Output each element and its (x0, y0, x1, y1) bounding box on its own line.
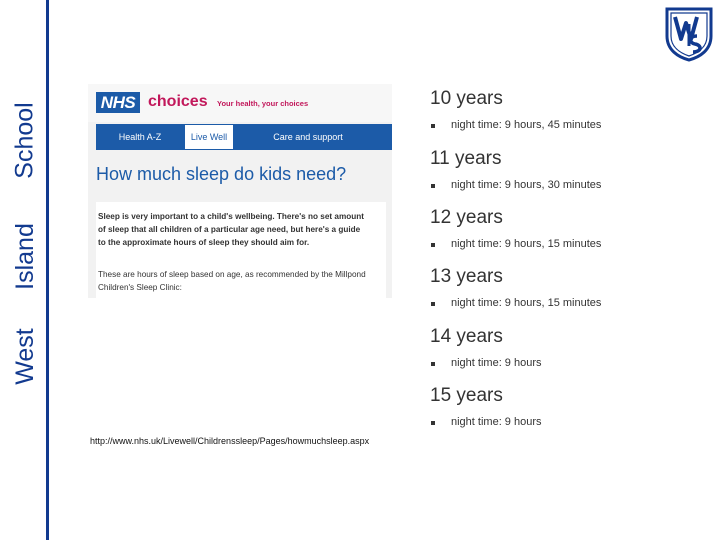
nhs-content (96, 202, 386, 298)
bullet-icon (431, 362, 435, 366)
nhs-intro-text: Sleep is very important to a child's wellbeing. There's no set amount of sleep that all children of a particular age need, but here's a guide to the approximate hours of sleep they should aim for. (98, 212, 364, 247)
age-heading: 10 years (430, 88, 503, 109)
bullet-icon (431, 421, 435, 425)
nav-care-and-support[interactable]: Care and support (273, 132, 343, 142)
nhs-page-title: How much sleep do kids need? (96, 164, 347, 184)
nhs-choices-wordmark: choices (148, 93, 208, 110)
bullet-icon (431, 124, 435, 128)
bullet-icon (431, 243, 435, 247)
age-heading: 15 years (430, 385, 503, 406)
nhs-tagline: Your health, your choices (217, 99, 309, 108)
sleep-detail: night time: 9 hours (451, 416, 542, 428)
sleep-detail: night time: 9 hours, 15 minutes (451, 297, 602, 309)
nhs-logo: NHS (96, 92, 140, 113)
source-url[interactable]: http://www.nhs.uk/Livewell/Childrenssleep/Pages/howmuchsleep.aspx (90, 436, 370, 446)
nav-live-well[interactable]: Live Well (184, 124, 234, 150)
sleep-detail: night time: 9 hours, 15 minutes (451, 238, 602, 250)
sidebar-word-west-text: West (10, 327, 39, 385)
sleep-detail: night time: 9 hours, 45 minutes (451, 119, 602, 131)
age-heading: 11 years (430, 148, 502, 169)
age-heading: 14 years (430, 326, 503, 347)
sidebar-word-school (10, 80, 40, 200)
age-heading: 12 years (430, 207, 503, 228)
west-island-school-crest-icon (664, 6, 714, 62)
sleep-detail: night time: 9 hours (451, 357, 542, 369)
age-heading: 13 years (430, 266, 503, 287)
sleep-detail: night time: 9 hours, 30 minutes (451, 179, 602, 191)
sidebar-word-school-text: School (10, 101, 39, 179)
nhs-note-text: These are hours of sleep based on age, as recommended by the Millpond Children's Sleep Clinic: (98, 270, 366, 292)
nhs-screenshot (88, 84, 392, 298)
sleep-guide-list (424, 84, 624, 434)
bullet-icon (431, 184, 435, 188)
nav-health-a-z[interactable]: Health A-Z (118, 132, 162, 142)
bullet-icon (431, 302, 435, 306)
nhs-nav-bar (96, 124, 392, 150)
sidebar-edge (46, 0, 49, 540)
sidebar-word-island-text: Island (10, 222, 39, 290)
sidebar-word-island (10, 196, 40, 316)
